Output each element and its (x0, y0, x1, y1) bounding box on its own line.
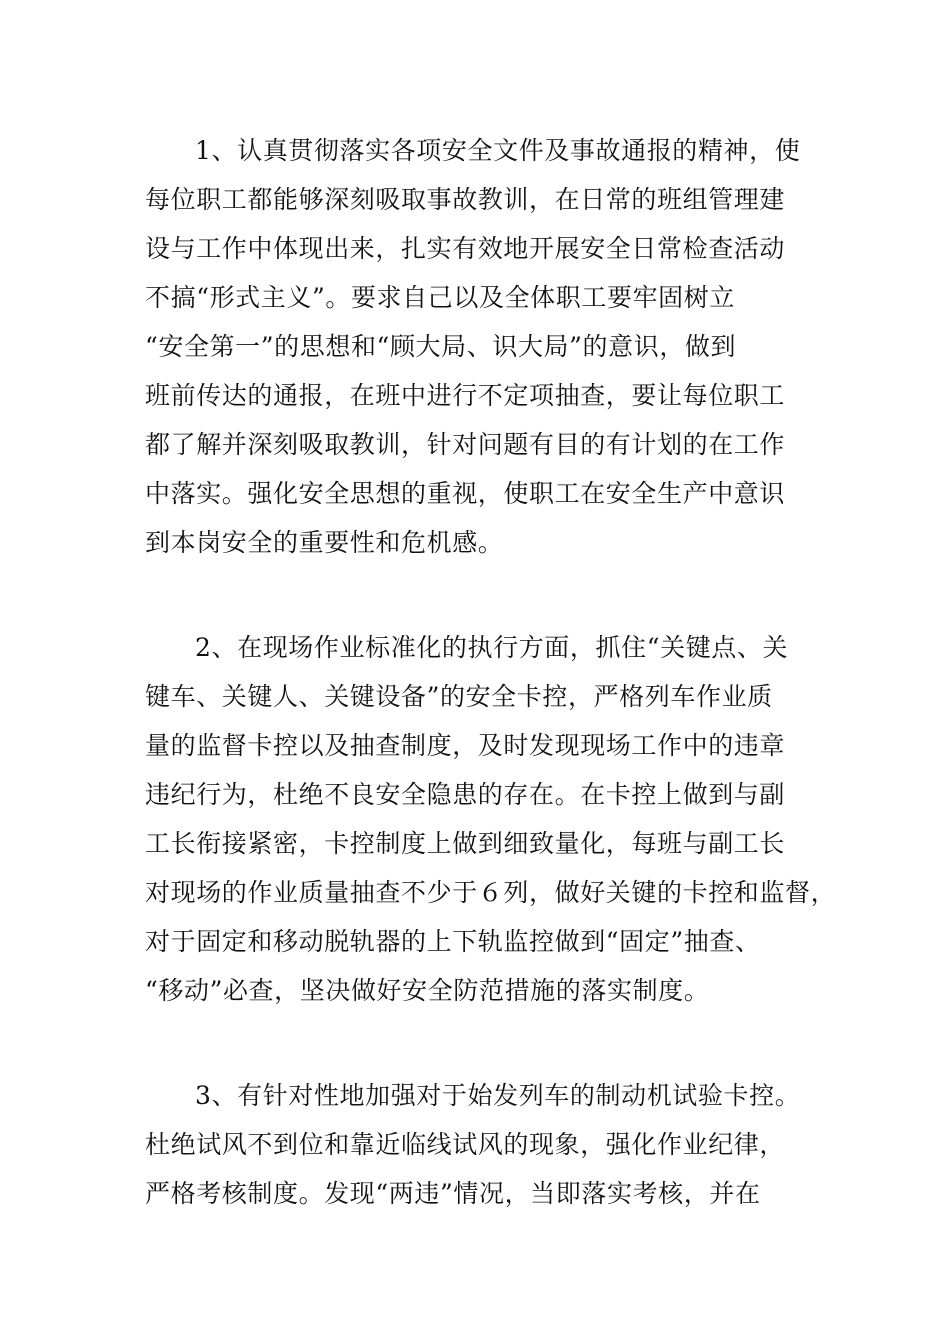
paragraph-line: 对于固定和移动脱轨器的上下轨监控做到“固定”抽查、 (145, 927, 761, 956)
paragraph-line: 工长衔接紧密，卡控制度上做到细致量化，每班与副工长 (145, 829, 786, 858)
paragraph-line: 都了解并深刻吸取教训，针对问题有目的有计划的在工作 (145, 430, 786, 459)
paragraph-line: 杜绝试风不到位和靠近临线试风的现象，强化作业纪律， (145, 1130, 786, 1159)
paragraph-line: 每位职工都能够深刻吸取事故教训，在日常的班组管理建 (145, 185, 786, 214)
paragraph-line: 到本岗安全的重要性和危机感。 (145, 528, 504, 557)
paragraph-line: 对现场的作业质量抽查不少于６列，做好关键的卡控和监督， (145, 878, 837, 907)
paragraph-line: 违纪行为，杜绝不良安全隐患的存在。在卡控上做到与副 (145, 780, 786, 809)
paragraph-line: 不搞“形式主义”。要求自己以及全体职工要牢固树立 (145, 283, 735, 312)
paragraph-line: “安全第一”的思想和“顾大局、识大局”的意识，做到 (145, 332, 737, 361)
paragraph-line: 中落实。强化安全思想的重视，使职工在安全生产中意识 (145, 479, 786, 508)
paragraph-line: 键车、关键人、关键设备”的安全卡控，严格列车作业质 (145, 682, 773, 711)
paragraph-line: 设与工作中体现出来，扎实有效地开展安全日常检查活动 (145, 234, 786, 263)
paragraph-line: 班前传达的通报，在班中进行不定项抽查，要让每位职工 (145, 381, 786, 410)
paragraph-line: 3、有针对性地加强对于始发列车的制动机试验卡控。 (195, 1081, 801, 1110)
paragraph-line: “移动”必查，坚决做好安全防范措施的落实制度。 (145, 976, 710, 1005)
paragraph-line: 1、认真贯彻落实各项安全文件及事故通报的精神，使 (195, 136, 801, 165)
paragraph-line: 量的监督卡控以及抽查制度，及时发现现场工作中的违章 (145, 731, 786, 760)
paragraph-line: 2、在现场作业标准化的执行方面，抓住“关键点、关 (195, 633, 789, 662)
paragraph-line: 严格考核制度。发现“两违”情况，当即落实考核，并在 (145, 1179, 761, 1208)
